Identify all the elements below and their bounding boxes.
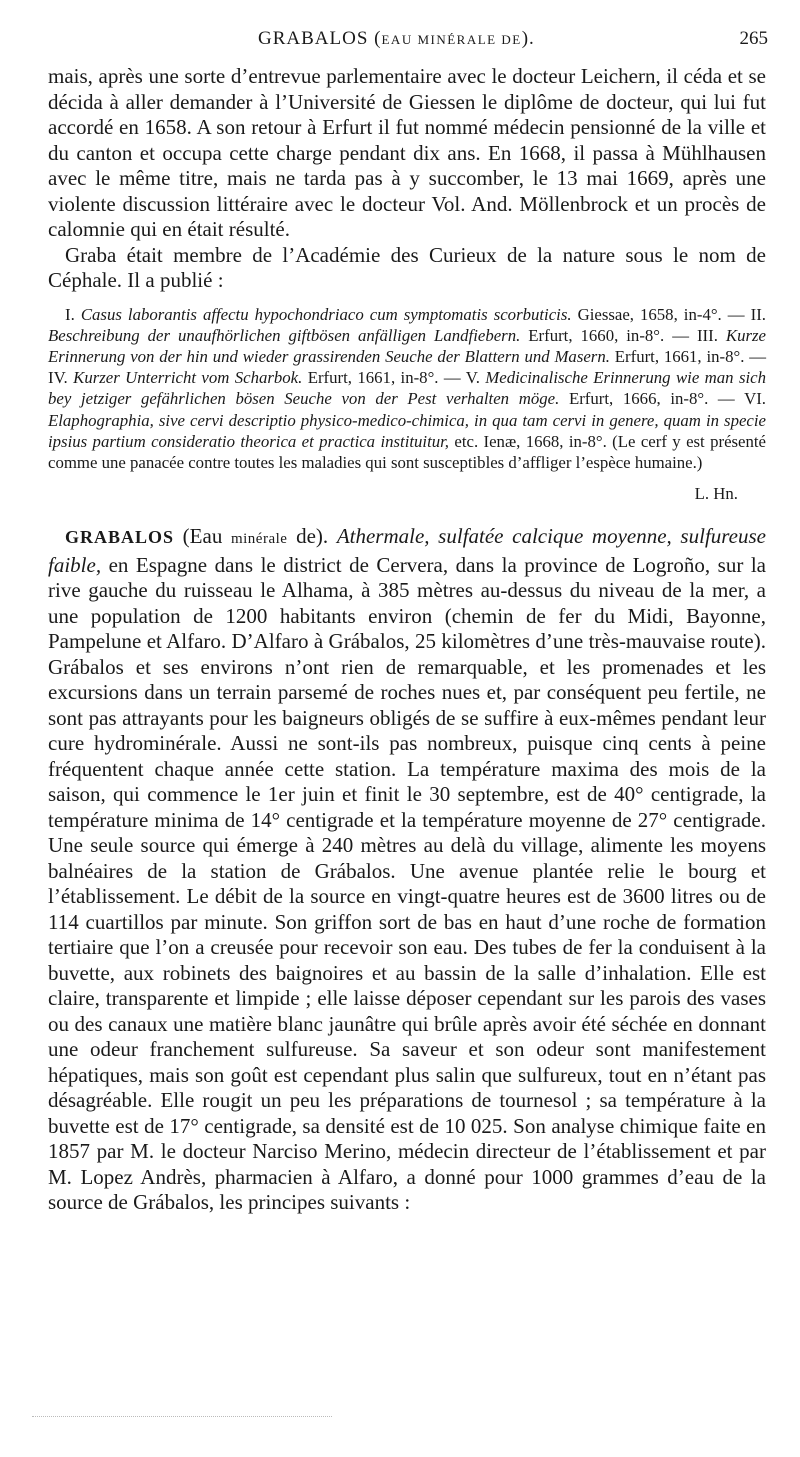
entry-headword: GRABALOS — [65, 527, 175, 548]
main-text — [48, 64, 766, 1216]
work-title-6: Elaphographia, sive cervi descriptio physico-medico-chimica, in qua tam cervi in genere, quam in specie ipsius partium consideratio theorica et practica instituitur, — [48, 410, 766, 451]
entry-body: en Espagne dans le district de Cervera, dans la province de Logroño, sur la rive gauche du ruisseau le Alhama, à 385 mètres au-dessus du niveau de la mer, a une population de 1200 habitants environ (chemin de fer du Midi, Bayonne, Pampelune et Alfaro. D’Alfaro à Grábalos, 25 kilomètres d’une très-mauvaise route). Grábalos et ses environs n’ont rien de remarquable, et les promenades et les excursions dans un terrain parsemé de roches nues et, par conséquent peu fertile, ne sont pas attrayants pour les baigneurs obligés de se suffire à eux-mêmes pendant leur cure hydrominérale. Aussi ne sont-ils pas nombreux, puisque cinq cents à peine fréquentent chaque année cette station. La température maxima des mois de la saison, qui commence le 1er juin et finit le 30 septembre, est de 40° centigrade, la température minima de 14° centigrade et la température moyenne de 27° centigrade. Une seule source qui émerge à 240 mètres au delà du village, alimente les moyens balnéaires de la station de Grábalos. Une avenue plantée relie le bourg et l’établissement. Le débit de la source en vingt-quatre heures est de 3600 litres ou de 114 cuartillos par minute. Son griffon sort de bas en haut d’une roche de formation tertiaire que l’on a creusée pour recevoir son eau. Des tubes de fer la conduisent à la buvette, aux robinets des baignoires et au bassin de la salle d’inhalation. Elle est claire, transparente et limpide ; elle laisse déposer cependant sur les parois des vases ou des canaux une matière blanc jaunâtre qui brûle après avoir été séchée en donnant une odeur franchement sulfureuse. Sa saveur et son odeur sont manifestement hépatiques, mais son goût est cependant plus salin que sulfureux, tout en n’étant pas désagréable. Elle rougit un peu les préparations de tournesol ; sa température à la buvette est de 17° centigrade, sa densité est de 10 025. Son analyse chimique faite en 1857 par M. le docteur Narciso Merino, médecin directeur de l’établissement et par M. Lopez Andrès, pharmacien à Alfaro, a donné pour 1000 grammes d’eau de la source de Grábalos, les principes suivants : — [48, 552, 766, 1215]
work-title-1: Casus laborantis affectu hypochondriaco cum symptomatis scorbuticis. — [80, 304, 572, 324]
running-title: GRABALOS (EAU MINÉRALE DE). — [258, 28, 535, 49]
author-signature: L. Hn. — [694, 484, 738, 504]
bibliography: I. Casus laborantis affectu hypochondriaco cum symptomatis scorbuticis. Giessae, 1658, in-4°. — II. Beschreibung der unaufhörlichen giftbösen anfälligen Landfiebern. Erfurt, 1660, in-8°. — III. Kurze Erinnerung von der hin und wieder grassirenden Seuche der Blattern und Masern. Erfurt, 1661, in-8°. — IV. Kurzer Unterricht vom Scharbok. Erfurt, 1661, in-8°. — V. Medicinalische Erinnerung wie man sich bey jetziger gefährlichen bösen Seuche von der Pest verhalten möge. Erfurt, 1666, in-8°. — VI. Elaphographia, sive cervi descriptio physico-medico-chimica, in qua tam cervi in genere, quam in specie ipsius partium consideratio theorica et practica instituitur, etc. Ienæ, 1668, in-8°. (Le cerf y est présenté comme une panacée contre toutes les maladies qui sont susceptibles d’affliger l’espèce humaine.) — [48, 304, 766, 472]
footer-rule — [32, 1416, 332, 1419]
running-header — [0, 28, 800, 58]
work-title-4: Kurzer Unterricht vom Scharbok. — [73, 368, 303, 388]
work-title-3: Kurze Erinnerung von der hin und wieder grassirenden Seuche der Blattern und Masern. — [48, 325, 766, 366]
paragraph-membership: Graba était membre de l’Académie des Curieux de la nature sous le nom de Céphale. Il a publié : — [48, 242, 766, 292]
work-title-5: Medicinalische Erinnerung wie man sich bey jetziger gefährlichen bösen Seuche von der Pest verhalten möge. — [48, 368, 766, 409]
work-title-2: Beschreibung der unaufhörlichen giftbösen anfälligen Landfiebern. — [48, 325, 521, 345]
entry-classification: Athermale, sulfatée calcique moyenne, sulfureuse faible, — [48, 524, 766, 577]
page-number: 265 — [739, 28, 768, 49]
entry-grabalos: GRABALOS (Eau minérale de). Athermale, sulfatée calcique moyenne, sulfureuse faible, en Espagne dans le district de Cervera, dans la province de Logroño, sur la rive gauche du ruisseau le Alhama, à 385 mètres au-dessus du niveau de la mer, a une population de 1200 habitants environ (chemin de fer du Midi, Bayonne, Pampelune et Alfaro. D’Alfaro à Grábalos, 25 kilomètres d’une très-mauvaise route). Grábalos et ses environs n’ont rien de remarquable, et les promenades et les excursions dans un terrain parsemé de roches nues et, par conséquent peu fertile, ne sont pas attrayants pour les baigneurs obligés de se suffire à eux-mêmes pendant leur cure hydrominérale. Aussi ne sont-ils pas nombreux, puisque cinq cents à peine fréquentent chaque année cette station. La température maxima des mois de la saison, qui commence le 1er juin et finit le 30 septembre, est de 40° centigrade, la température minima de 14° centigrade et la température moyenne de 27° centigrade. Une seule source qui émerge à 240 mètres au delà du village, alimente les moyens balnéaires de la station de Grábalos. Une avenue plantée relie le bourg et l’établissement. Le débit de la source en vingt-quatre heures est de 3600 litres ou de 114 cuartillos par minute. Son griffon sort de bas en haut d’une roche de formation tertiaire que l’on a creusée pour recevoir son eau. Des tubes de fer la conduisent à la buvette, aux robinets des baignoires et au bassin de la salle d’inhalation. Elle est claire, transparente et limpide ; elle laisse déposer cependant sur les parois des vases ou des canaux une matière blanc jaunâtre qui brûle après avoir été séchée en donnant une odeur franchement sulfureuse. Sa saveur et son odeur sont manifestement hépatiques, mais son goût est cependant plus salin que sulfureux, tout en n’étant pas désagréable. Elle rougit un peu les préparations de tournesol ; sa température à la buvette est de 17° centigrade, sa densité est de 10 025. Son analyse chimique faite en 1857 par M. le docteur Narciso Merino, médecin directeur de l’établissement et par M. Lopez Andrès, pharmacien à Alfaro, a donné pour 1000 grammes d’eau de la source de Grábalos, les principes suivants : — [48, 524, 766, 1215]
paragraph-continuation: mais, après une sorte d’entrevue parlementaire avec le docteur Leichern, il céda et se décida à aller demander à l’Université de Giessen le diplôme de docteur, qui lui fut accordé en 1658. A son retour à Erfurt il fut nommé médecin pensionné de la ville et du canton et occupa cette charge pendant dix ans. En 1668, il passa à Mühlhausen avec le même titre, mais ne tarda pas à y succomber, le 13 mai 1669, après une violente discussion littéraire avec le docteur Vol. And. Möllenbrock et un procès de calomnie qui en était résulté. — [48, 64, 766, 241]
